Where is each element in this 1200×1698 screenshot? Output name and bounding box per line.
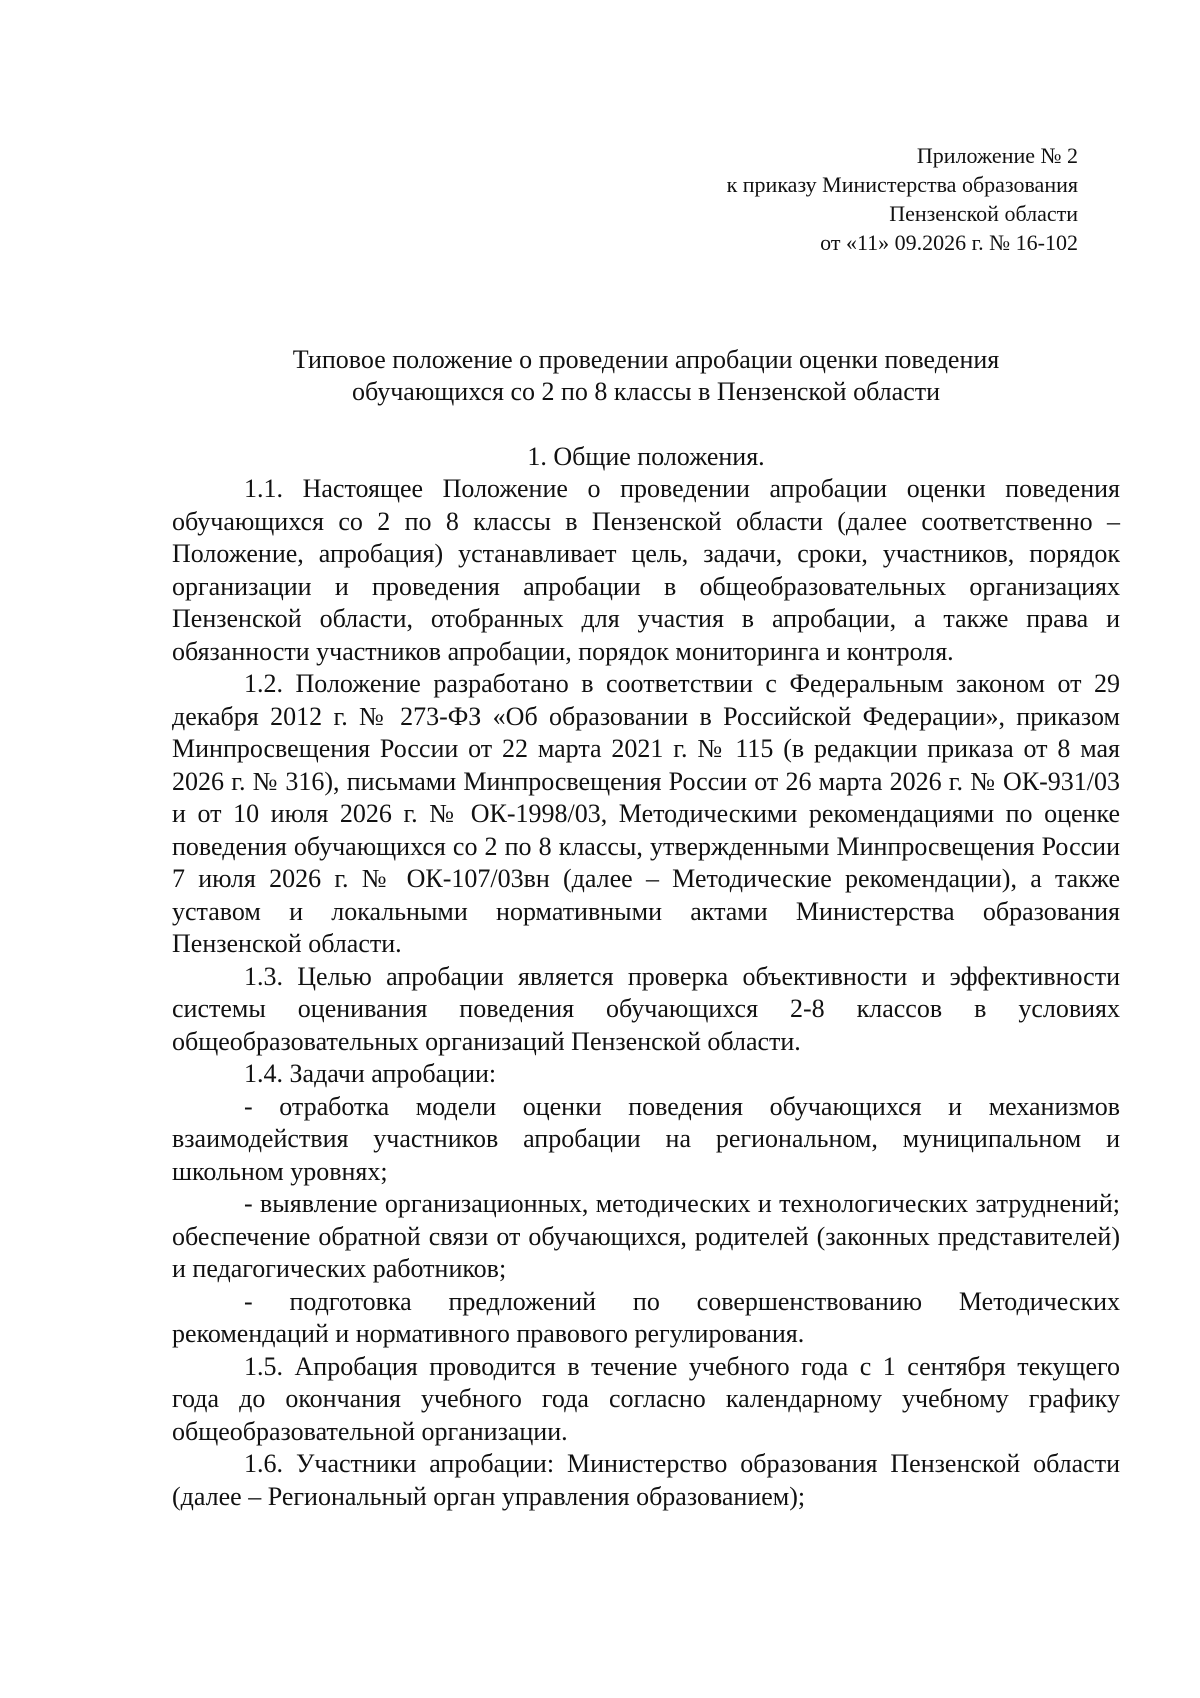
document-title-line: Типовое положение о проведении апробации оценки поведения bbox=[292, 345, 1000, 374]
paragraph-1-5: 1.5. Апробация проводится в течение учебного года с 1 сентября текущего года до окончания учебного года согласно календарному учебному графику общеобразовательной организации. bbox=[172, 1351, 1120, 1446]
appendix-region: Пензенской области bbox=[889, 201, 1078, 226]
list-item-task: - выявление организационных, методических и технологических затруднений; обеспечение обратной связи от обучающихся, родителей (законных представителей) и педагогических работников; bbox=[172, 1189, 1120, 1283]
document-title-line: обучающихся со 2 по 8 классы в Пензенской области bbox=[351, 377, 941, 406]
appendix-header bbox=[727, 141, 1078, 257]
paragraph-1-2: 1.2. Положение разработано в соответствии с Федеральным законом от 29 декабря 2012 г. № 273-ФЗ «Об образовании в Российской Федерации», приказом Минпросвещения России от 22 марта 2021 г. № 115 (в редакции приказа от 8 мая 2026 г. № 316), письмами Минпросвещения России от 26 марта 2026 г. № ОК-931/03 и от 10 июля 2026 г. № ОК-1998/03, Методическими рекомендациями по оценке поведения обучающихся со 2 по 8 классы, утвержденными Минпросвещения России 7 июля 2026 г. № ОК-107/03вн (далее – Методические рекомендации), а также уставом и локальными нормативными актами Министерства образования Пензенской области. bbox=[172, 669, 1120, 958]
paragraph-1-1: 1.1. Настоящее Положение о проведении апробации оценки поведения обучающихся со 2 по 8 классы в Пензенской области (далее соответственно – Положение, апробация) устанавливает цель, задачи, сроки, участников, порядок организации и проведения апробации в общеобразовательных организациях Пензенской области, отобранных для участия в апробации, а также права и обязанности участников апробации, порядок мониторинга и контроля. bbox=[172, 474, 1120, 666]
list-item-task: - отработка модели оценки поведения обучающихся и механизмов взаимодействия участников апробации на региональном, муниципальном и школьном уровнях; bbox=[172, 1091, 1120, 1186]
section-body bbox=[172, 473, 1120, 1513]
paragraph-1-6: 1.6. Участники апробации: Министерство образования Пензенской области (далее – Региональный орган управления образованием); bbox=[172, 1449, 1120, 1511]
paragraph-1-3: 1.3. Целью апробации является проверка объективности и эффективности системы оценивания поведения обучающихся 2-8 классов в условиях общеобразовательных организаций Пензенской области. bbox=[172, 961, 1120, 1056]
paragraph-1-4: 1.4. Задачи апробации: bbox=[244, 1059, 497, 1088]
appendix-number: Приложение № 2 bbox=[916, 143, 1078, 168]
appendix-order-ref: к приказу Министерства образования bbox=[726, 172, 1078, 197]
appendix-date-number: от «11» 09.2026 г. № 16-102 bbox=[820, 230, 1078, 255]
document-title bbox=[172, 344, 1120, 408]
section-heading: 1. Общие положения. bbox=[527, 442, 765, 471]
list-item-task: - подготовка предложений по совершенствованию Методических рекомендаций и нормативного правового регулирования. bbox=[172, 1286, 1120, 1348]
